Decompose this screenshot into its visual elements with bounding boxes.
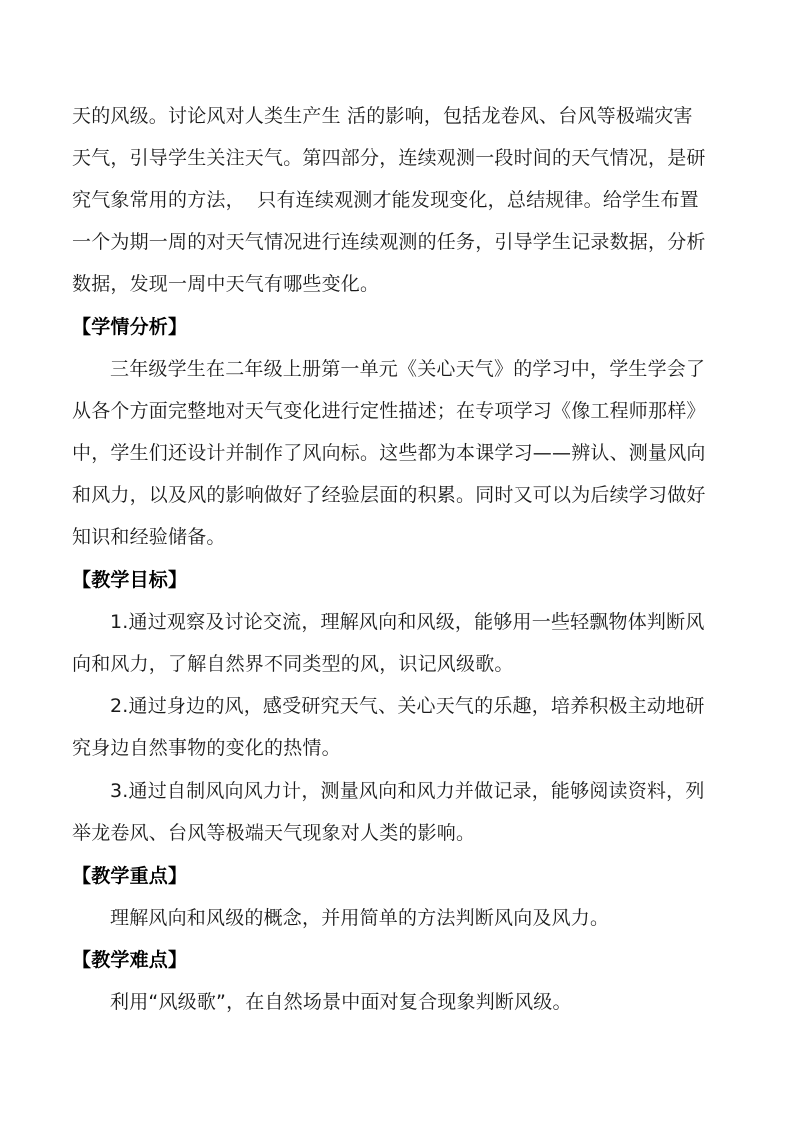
paragraph-line: 三年级学生在二年级上册第一单元《关心天气》的学习中，学生学会了: [110, 358, 706, 380]
key-points-text: 理解风向和风级的概念，并用简单的方法判断风向及风力。: [110, 907, 610, 929]
paragraph-line: 从各个方面完整地对天气变化进行定性描述；在专项学习《像工程师那样》: [72, 400, 706, 422]
paragraph-line: 中，学生们还设计并制作了风向标。这些都为本课学习——辨认、测量风向: [72, 442, 706, 464]
paragraph-line: 和风力，以及风的影响做好了经验层面的积累。同时又可以为后续学习做好: [72, 484, 706, 506]
objective-item-1-line-2: 向和风力，了解自然界不同类型的风，识记风级歌。: [72, 653, 514, 675]
paragraph-line: 一个为期一周的对天气情况进行连续观测的任务，引导学生记录数据，分析: [72, 231, 706, 253]
difficulties-text: 利用“风级歌”，在自然场景中面对复合现象判断风级。: [110, 991, 572, 1013]
paragraph-line: 天气，引导学生关注天气。第四部分，连续观测一段时间的天气情况，是研: [72, 147, 706, 169]
section-heading-key-points: 【教学重点】: [72, 865, 188, 887]
objective-item-2-line-2: 究身边自然事物的变化的热情。: [72, 737, 341, 759]
section-heading-objectives: 【教学目标】: [72, 569, 188, 591]
objective-item-3-line-2: 举龙卷风、台风等极端天气现象对人类的影响。: [72, 822, 476, 844]
objective-item-1-line-1: 1.通过观察及讨论交流，理解风向和风级，能够用一些轻飘物体判断风: [110, 611, 705, 633]
section-heading-difficulties: 【教学难点】: [72, 949, 188, 971]
objective-item-3-line-1: 3.通过自制风向风力计，测量风向和风力并做记录，能够阅读资料，列: [110, 780, 705, 802]
objective-item-2-line-1: 2.通过身边的风，感受研究天气、关心天气的乐趣，培养积极主动地研: [110, 695, 705, 717]
paragraph-line: 究气象常用的方法， 只有连续观测才能发现变化，总结规律。给学生布置: [72, 189, 699, 211]
paragraph-line: 天的风级。讨论风对人类生产生 活的影响，包括龙卷风、台风等极端灾害: [72, 105, 693, 127]
paragraph-line: 数据，发现一周中天气有哪些变化。: [72, 273, 380, 295]
paragraph-line: 知识和经验储备。: [72, 526, 226, 548]
section-heading-learning-analysis: 【学情分析】: [72, 316, 188, 338]
